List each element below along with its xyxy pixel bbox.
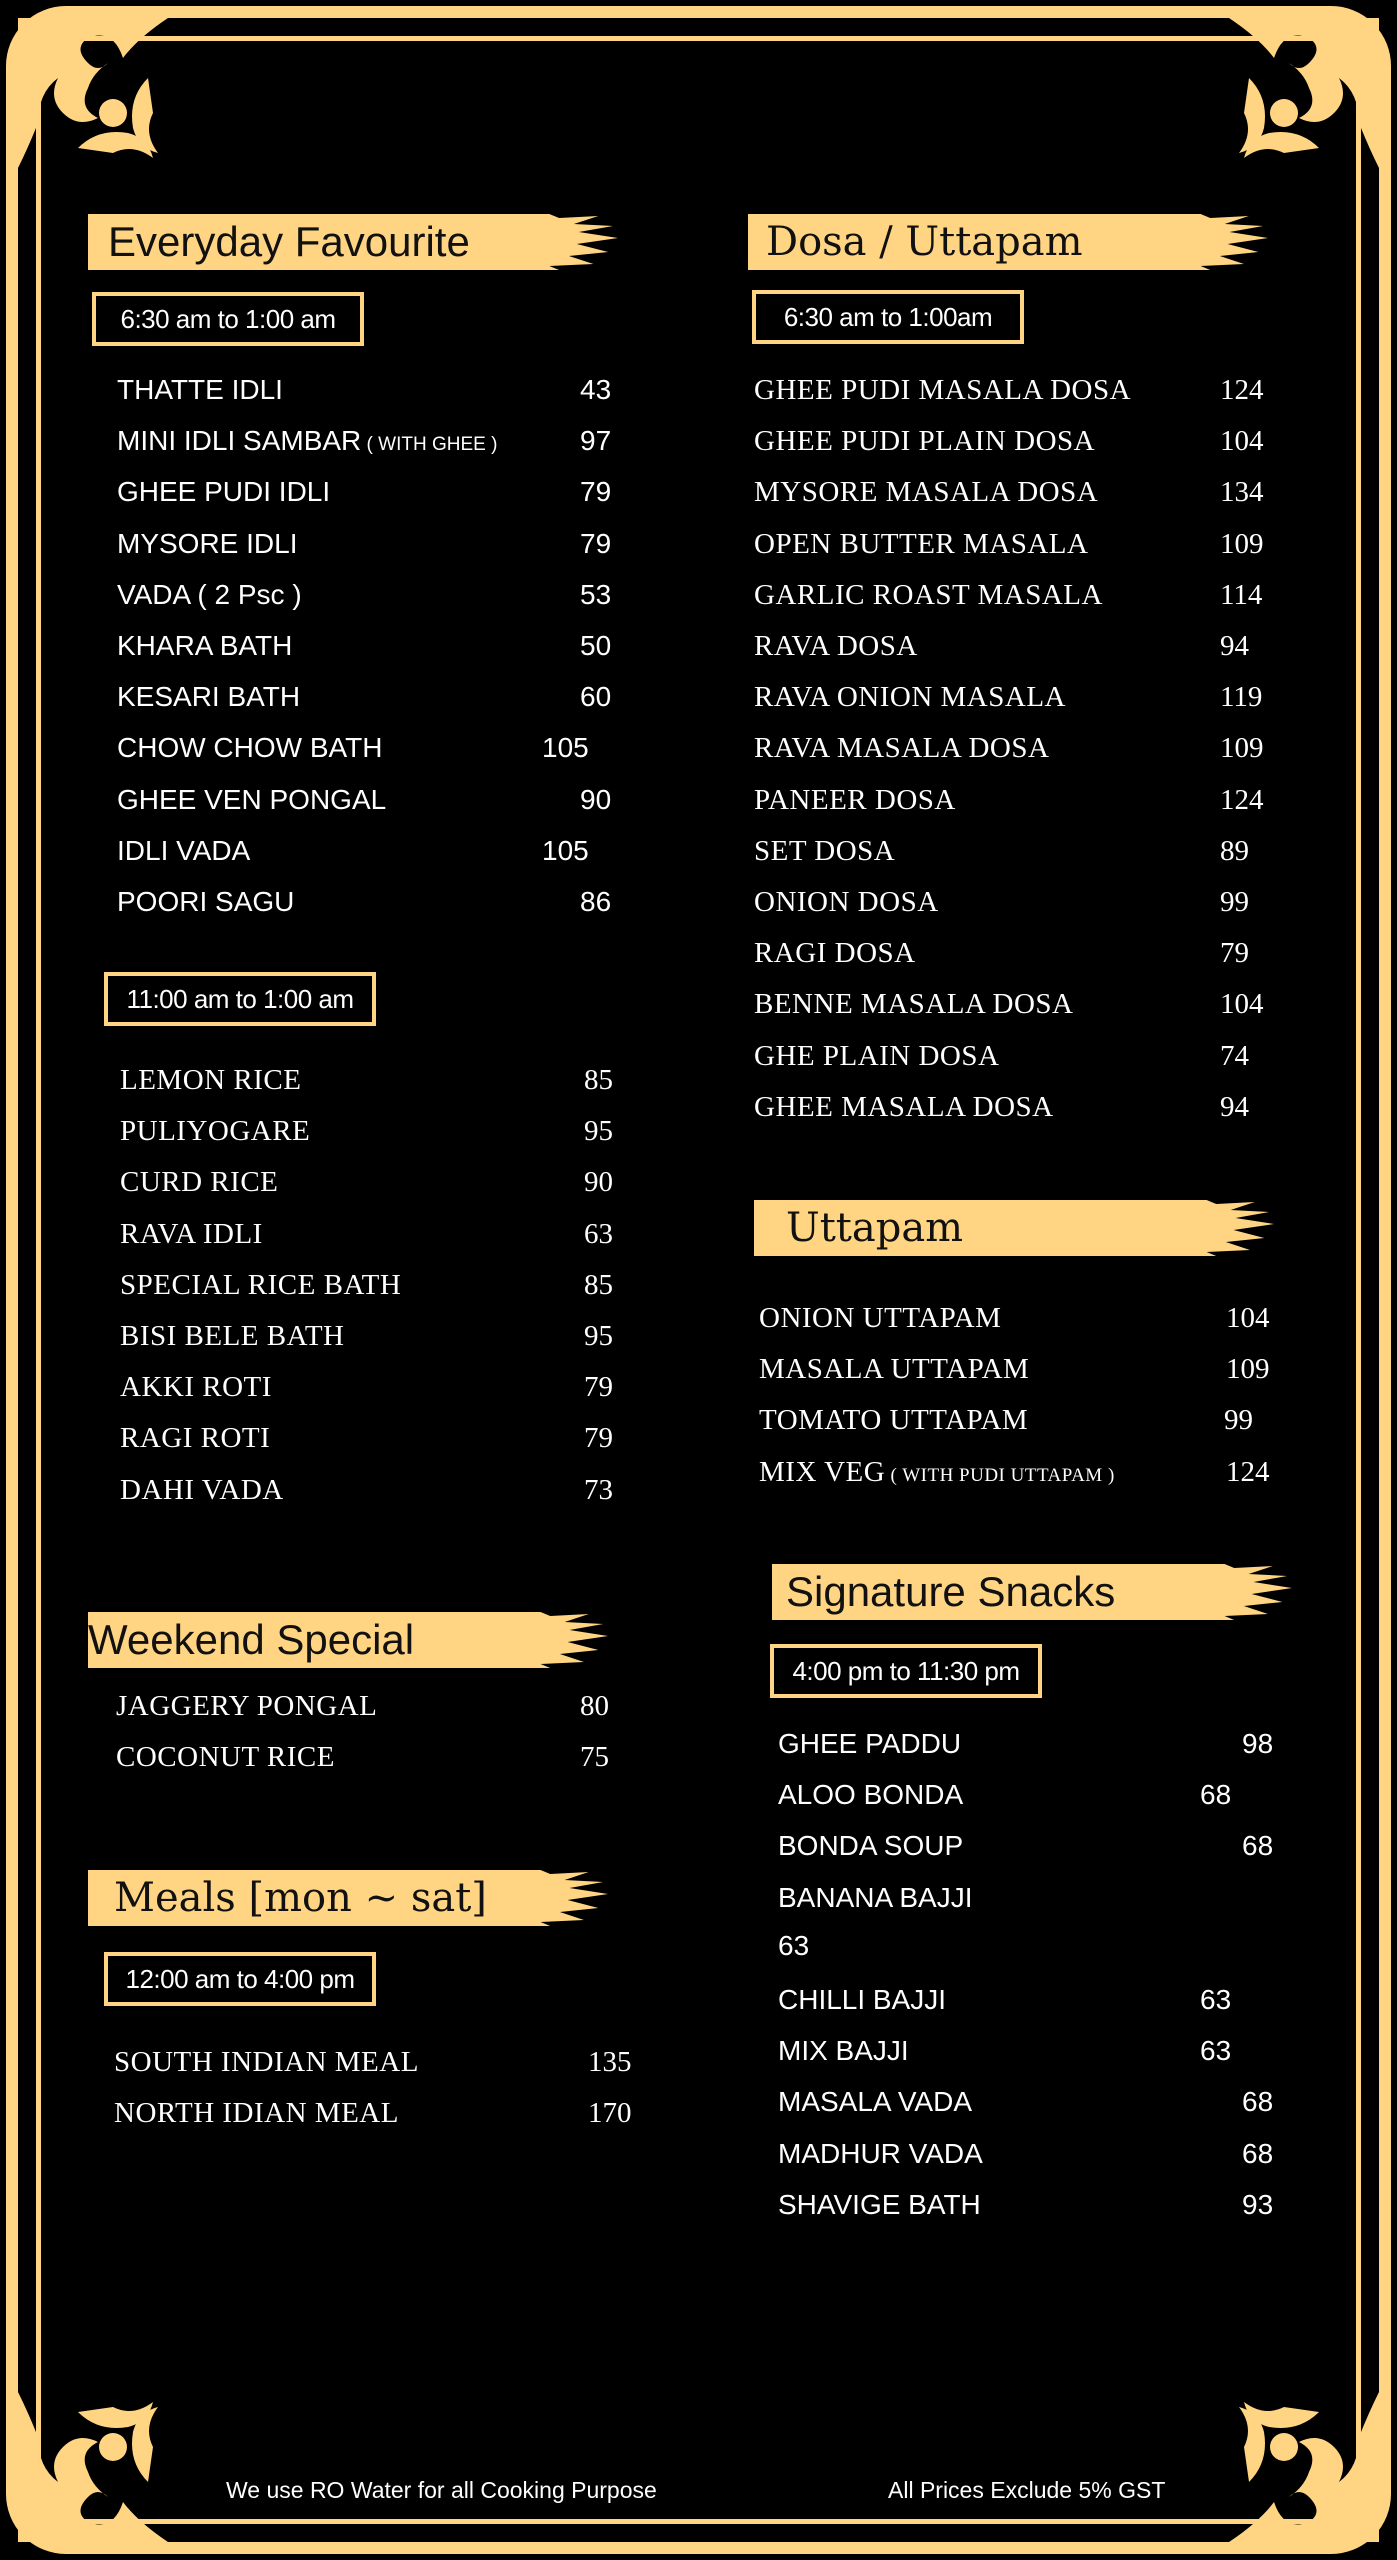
menu-item-price: 94 xyxy=(1220,630,1249,662)
time-badge: 6:30 am to 1:00am xyxy=(752,290,1024,344)
item-name-text: GHEE VEN PONGAL xyxy=(117,783,387,815)
menu-item-name xyxy=(754,1091,1054,1124)
menu-item-name xyxy=(120,1115,310,1148)
menu-item-price: 94 xyxy=(1220,1090,1249,1123)
menu-item-price: 99 xyxy=(1220,886,1249,918)
item-name-text: POORI SAGU xyxy=(117,886,295,917)
menu-item-name xyxy=(117,630,292,662)
item-name-text: MYSORE IDLI xyxy=(117,527,298,559)
menu-item-price: 80 xyxy=(580,1690,609,1722)
menu-item-name xyxy=(117,528,297,560)
menu-item-name xyxy=(754,784,956,817)
item-name-text: RAVA ONION MASALA xyxy=(754,681,1066,714)
menu-item-name xyxy=(754,886,939,919)
menu-item-price: 134 xyxy=(1220,476,1264,509)
item-name-text: SET DOSA xyxy=(754,834,896,867)
fleur-corner-icon xyxy=(18,2392,168,2542)
item-name-text: MIX VEG xyxy=(759,1455,886,1488)
menu-item-price: 119 xyxy=(1220,681,1263,714)
time-badge: 6:30 am to 1:00 am xyxy=(92,292,364,346)
menu-item-name xyxy=(117,425,497,457)
menu-item-price: 90 xyxy=(580,783,612,815)
time-badge: 4:00 pm to 11:30 pm xyxy=(770,1644,1042,1698)
menu-item-name xyxy=(754,988,1073,1021)
menu-item-name xyxy=(117,579,302,611)
menu-item-price: 43 xyxy=(580,374,612,405)
menu-item-price: 105 xyxy=(542,834,589,866)
menu-item-name xyxy=(117,681,300,713)
section-title: Everyday Favourite xyxy=(108,218,470,265)
uttapam-banner xyxy=(754,1200,1274,1256)
menu-item-price: 105 xyxy=(542,732,589,764)
signature-snacks-banner xyxy=(772,1564,1292,1620)
item-name-text: ONION UTTAPAM xyxy=(759,1302,1002,1334)
menu-item-name xyxy=(116,1690,377,1723)
menu-item-name xyxy=(754,579,1103,612)
item-name-text: AKKI ROTI xyxy=(120,1371,272,1404)
menu-item-name xyxy=(778,1882,973,1914)
menu-item-price: 79 xyxy=(580,476,612,508)
menu-item-price: 79 xyxy=(1220,937,1249,970)
meals-banner xyxy=(88,1870,608,1926)
item-name-text: OPEN BUTTER MASALA xyxy=(754,527,1089,560)
item-name-text: MADHUR VADA xyxy=(778,2137,983,2169)
item-name-text: NORTH IDIAN MEAL xyxy=(114,2097,399,2129)
item-name-text: VADA ( 2 Psc ) xyxy=(117,578,302,610)
menu-item-name xyxy=(117,886,294,918)
fleur-corner-icon xyxy=(1229,2392,1379,2542)
menu-item-name xyxy=(754,937,916,970)
item-name-text: RAVA IDLI xyxy=(120,1217,263,1250)
item-name-text: GHEE PADDU xyxy=(778,1728,962,1759)
menu-item-price: 98 xyxy=(1242,1728,1274,1759)
menu-item-price: 75 xyxy=(580,1741,609,1773)
section-title: Dosa / Uttapam xyxy=(766,219,1083,265)
menu-item-name xyxy=(759,1353,1029,1386)
item-name-text: SPECIAL RICE BATH xyxy=(120,1268,402,1301)
menu-item-name xyxy=(117,476,330,508)
menu-item-price: 135 xyxy=(588,2046,632,2078)
menu-item-price: 170 xyxy=(588,2097,632,2129)
menu-item-price: 93 xyxy=(1242,2188,1274,2220)
menu-item-price: 79 xyxy=(584,1422,613,1455)
menu-item-name xyxy=(778,2138,983,2170)
item-name-text: GHE PLAIN DOSA xyxy=(754,1039,1000,1072)
menu-item-name xyxy=(754,528,1088,561)
item-name-text: GHEE PUDI MASALA DOSA xyxy=(754,374,1132,406)
item-name-text: RAVA DOSA xyxy=(754,630,918,662)
menu-item-name xyxy=(117,835,250,867)
menu-item-price: 97 xyxy=(580,425,612,457)
menu-item-name xyxy=(114,2046,419,2079)
menu-item-name xyxy=(120,1166,278,1199)
menu-item-name xyxy=(117,732,382,764)
item-name-text: IDLI VADA xyxy=(117,834,251,866)
item-name-text: JAGGERY PONGAL xyxy=(116,1690,378,1722)
item-name-text: TOMATO UTTAPAM xyxy=(759,1404,1029,1437)
menu-item-name xyxy=(117,374,283,406)
menu-item-name xyxy=(778,1779,963,1811)
item-name-text: MASALA UTTAPAM xyxy=(759,1353,1030,1386)
menu-item-name xyxy=(754,681,1066,714)
item-name-text: MIX BAJJI xyxy=(778,2035,909,2067)
menu-item-name xyxy=(120,1320,345,1353)
item-name-text: RAGI ROTI xyxy=(120,1422,271,1455)
menu-item-price: 104 xyxy=(1220,988,1264,1021)
time-badge: 11:00 am to 1:00 am xyxy=(104,972,376,1026)
time-badge: 12:00 am to 4:00 pm xyxy=(104,1952,376,2006)
menu-item-name xyxy=(778,2189,981,2221)
menu-item-price: 124 xyxy=(1226,1455,1270,1488)
footer-water-note: We use RO Water for all Cooking Purpose xyxy=(226,2477,657,2503)
menu-item-name xyxy=(759,1404,1028,1437)
everyday-favourite-banner xyxy=(88,214,618,270)
item-name-text: GHEE PUDI PLAIN DOSA xyxy=(754,425,1096,458)
item-name-text: CHOW CHOW BATH xyxy=(117,732,383,764)
item-name-text: GHEE PUDI IDLI xyxy=(117,476,331,508)
menu-item-name xyxy=(778,1728,961,1760)
item-name-text: GARLIC ROAST MASALA xyxy=(754,578,1103,611)
item-name-text: SOUTH INDIAN MEAL xyxy=(114,2046,419,2078)
section-title: Signature Snacks xyxy=(786,1568,1116,1615)
fleur-corner-icon xyxy=(1229,18,1379,168)
menu-item-price: 53 xyxy=(580,578,612,610)
menu-item-price: 124 xyxy=(1220,783,1264,816)
menu-item-price: 63 xyxy=(584,1217,613,1250)
menu-item-name xyxy=(120,1218,263,1251)
footer-gst-note: All Prices Exclude 5% GST xyxy=(888,2477,1166,2503)
fleur-corner-icon xyxy=(18,18,168,168)
item-name-text: MASALA VADA xyxy=(778,2086,973,2118)
menu-item-price: 86 xyxy=(580,886,612,917)
dosa-uttapam-banner xyxy=(748,214,1268,270)
menu-item-name xyxy=(754,476,1098,509)
menu-item-price: 90 xyxy=(584,1166,613,1199)
menu-item-price: 68 xyxy=(1242,2137,1274,2169)
menu-item-price: 104 xyxy=(1226,1302,1270,1334)
menu-item-name xyxy=(754,732,1049,765)
menu-item-price: 109 xyxy=(1220,527,1264,560)
item-name-text: PULIYOGARE xyxy=(120,1115,311,1148)
menu-item-price: 73 xyxy=(584,1473,613,1506)
menu-item-price: 74 xyxy=(1220,1039,1249,1072)
item-name-text: BONDA SOUP xyxy=(778,1830,964,1862)
item-name-text: KHARA BATH xyxy=(117,630,293,661)
item-name-text: LEMON RICE xyxy=(120,1064,302,1096)
menu-item-name xyxy=(120,1269,401,1302)
menu-item-price: 68 xyxy=(1242,2086,1274,2118)
item-name-text: PANEER DOSA xyxy=(754,783,956,816)
item-note: ( WITH GHEE ) xyxy=(361,434,498,456)
menu-item-price: 85 xyxy=(584,1268,613,1301)
menu-item-price: 109 xyxy=(1226,1353,1270,1386)
menu-item-price: 60 xyxy=(580,681,612,713)
menu-item-name xyxy=(754,374,1131,407)
item-note: ( WITH PUDI UTTAPAM ) xyxy=(885,1464,1115,1486)
item-name-text: GHEE MASALA DOSA xyxy=(754,1090,1054,1123)
section-title: Meals [mon ~ sat] xyxy=(114,1875,487,1921)
weekend-special-banner xyxy=(88,1612,608,1668)
menu-item-name xyxy=(114,2097,399,2130)
menu-item-name xyxy=(116,1741,335,1774)
item-name-text: THATTE IDLI xyxy=(117,374,283,405)
menu-item-price: 68 xyxy=(1200,1779,1232,1811)
item-name-text: RAGI DOSA xyxy=(754,937,916,970)
menu-item-name xyxy=(117,784,386,816)
menu-item-price: 99 xyxy=(1224,1404,1253,1437)
item-name-text: ONION DOSA xyxy=(754,886,939,918)
section-title: Uttapam xyxy=(786,1205,964,1251)
menu-item-price: 104 xyxy=(1220,425,1264,458)
menu-item-name xyxy=(759,1302,1001,1335)
menu-item-name xyxy=(120,1422,270,1455)
menu-item-name xyxy=(778,1984,946,2016)
menu-item-price: 89 xyxy=(1220,834,1249,867)
menu-item-name xyxy=(778,2086,972,2118)
menu-item-name xyxy=(759,1456,1115,1489)
item-name-text: SHAVIGE BATH xyxy=(778,2188,981,2220)
menu-item-price: 63 xyxy=(1200,2035,1232,2067)
menu-item-price: 95 xyxy=(584,1320,613,1352)
item-name-text: BENNE MASALA DOSA xyxy=(754,988,1074,1021)
menu-item-price: 95 xyxy=(584,1115,613,1148)
menu-item-name xyxy=(754,835,895,868)
item-name-text: COCONUT RICE xyxy=(116,1741,335,1773)
menu-item-name xyxy=(120,1474,284,1507)
menu-item-name xyxy=(778,1830,963,1862)
menu-item-name xyxy=(120,1371,272,1404)
item-name-text: RAVA MASALA DOSA xyxy=(754,732,1050,765)
item-name-text: ALOO BONDA xyxy=(778,1779,964,1811)
menu-item-price: 50 xyxy=(580,630,612,661)
menu-item-name xyxy=(754,1040,999,1073)
item-name-text: KESARI BATH xyxy=(117,681,301,713)
item-name-text: MINI IDLI SAMBAR xyxy=(117,425,362,457)
item-name-text: MYSORE MASALA DOSA xyxy=(754,476,1099,509)
menu-item-price: 85 xyxy=(584,1064,613,1096)
menu-item-price: 63 xyxy=(778,1930,810,1961)
menu-item-price: 79 xyxy=(584,1371,613,1404)
menu-item-price: 124 xyxy=(1220,374,1264,406)
menu-item-price: 109 xyxy=(1220,732,1264,765)
item-name-text: BANANA BAJJI xyxy=(778,1881,973,1913)
menu-item-name xyxy=(778,2035,909,2067)
menu-item-name xyxy=(754,425,1095,458)
section-title: Weekend Special xyxy=(88,1616,415,1663)
menu-item-price: 63 xyxy=(1200,1984,1232,2015)
menu-item-price: 68 xyxy=(1242,1830,1274,1862)
menu-item-name xyxy=(120,1064,301,1097)
menu-item-name xyxy=(754,630,918,663)
item-name-text: CHILLI BAJJI xyxy=(778,1984,947,2015)
menu-item-price: 114 xyxy=(1220,578,1263,611)
menu-item-price: 79 xyxy=(580,527,612,559)
item-name-text: BISI BELE BATH xyxy=(120,1320,345,1352)
item-name-text: CURD RICE xyxy=(120,1166,279,1199)
item-name-text: DAHI VADA xyxy=(120,1473,284,1506)
